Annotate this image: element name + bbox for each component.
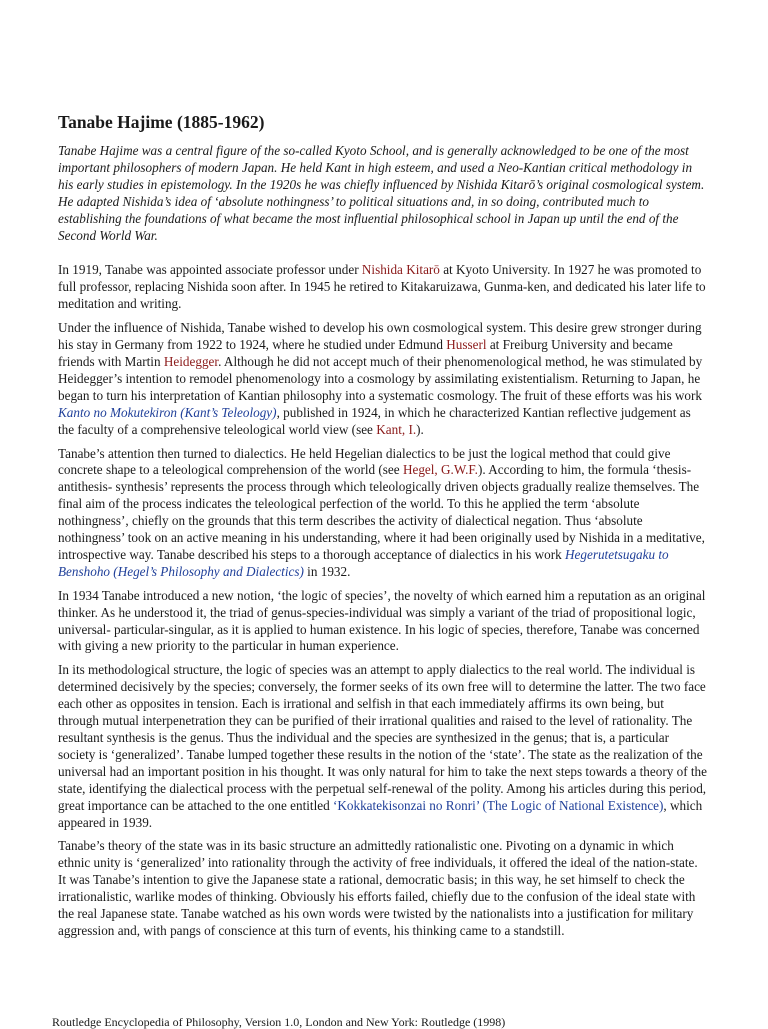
paragraph-3-text-a: Tanabe’s attention then turned to dialectics. He held Hegelian dialectics to be just the logical method that could give concrete shape to a teleological comprehension of the world (see [58,445,671,478]
paragraph-2-text-d: , published in 1924, in which he characterized Kantian reflective judgement as the faculty of a comprehensive teleological world view (see [58,404,691,437]
paragraph-6: Tanabe’s theory of the state was in its basic structure an admittedly rationalistic one. Pivoting on a dynamic in which ethnic unity is ‘generalized’ into rationality through the activity of free individuals, it offered the ideal of the nation-state. It was Tanabe’s intention to give the Japanese state a rational, democratic basis; in this way, he set himself to check the irrationalistic, warlike modes of thinking. Obviously his efforts failed, chiefly due to the confusion of the ideal state with the real Japanese state. Tanabe watched as his own words were twisted by the nationalists into a justification for military aggression and, with pangs of conscience at this turn of events, his thinking came to a standstill. [58,838,698,938]
paragraph-2-text-b: at Freiburg University and became friends with Martin [58,337,673,369]
paragraph-5 [58,662,708,831]
link-hegel[interactable]: Hegel, G.W.F. [402,462,478,478]
paragraph-3 [58,446,708,581]
link-hegerutetsugaku[interactable]: Hegerutetsugaku to Benshoho (Hegel’s Philosophy and Dialectics) [58,546,669,579]
link-kant[interactable]: Kant, I. [376,421,417,437]
link-husserl[interactable]: Husserl [446,337,487,353]
paragraph-2-text-a: Under the influence of Nishida, Tanabe wished to develop his own cosmological system. This desire grew stronger during his stay in Germany from 1922 to 1924, where he studied under Edmund [58,320,702,353]
link-kokkatekisonzai[interactable]: ‘Kokkatekisonzai no Ronri’ (The Logic of National Existence) [332,797,664,813]
paragraph-5-text-b: , which appeared in 1939. [58,797,703,830]
paragraph-1-text-b: at Kyoto University. In 1927 he was promoted to full professor, replacing Nishida soon after. In 1945 he retired to Kitakaruizawa, Gunma-ken, and dedicated his later life to meditation and writing. [58,262,706,312]
paragraph-5-text-a: In its methodological structure, the logic of species was an attempt to apply dialectics to the real world. The individual is determined decisively by the species; conversely, the former seeks of its own free will to determine the latter. The two face each other as opposites in tension. Each is irrational and selfish in that each immediately affirms its own being, but through mutual interpenetration they can be purified of their irrational qualities and raised to the level of rationality. The resultant synthesis is the genus. Thus the individual and the species are synthesized in the genus; that is, a particular society is ‘generalized’. Tanabe lumped together these results in the notion of the ‘state’. The state as the realization of the universal had an important position in his thought. It was only natural for him to take the next steps towards a theory of the state, identifying the dialectical process with the perpetual self-renewal of the polity. Among his articles during this period, great importance can be attached to the one entitled [58,662,707,813]
link-kanto-no-mokutekiron[interactable]: Kanto no Mokutekiron (Kant’s Teleology) [58,404,277,420]
article-title: Tanabe Hajime (1885-1962) [58,112,265,132]
link-nishida-kitaro[interactable]: Nishida Kitarō [361,262,440,278]
article-page [58,112,708,947]
article-abstract: Tanabe Hajime was a central figure of the so-called Kyoto School, and is generally acknowledged to be one of the most important philosophers of modern Japan. He held Kant in high esteem, and used a Neo-Kantian critical methodology in his early studies in epistemology. In the 1920s he was chiefly influenced by Nishida Kitarō’s original cosmological system. He adapted Nishida’s idea of ‘absolute nothingness’ to political situations and, in so doing, contributed much to establishing the foundations of what became the most influential philosophical school in Japan up until the end of the Second World War. [58,143,705,243]
paragraph-2-text-e: ). [416,421,424,437]
paragraph-1 [58,262,708,313]
paragraph-4: In 1934 Tanabe introduced a new notion, ‘the logic of species’, the novelty of which earned him a reputation as an original thinker. As he understood it, the triad of genus-species-individual was simply a variant of the triad of propositional logic, universal- particular-singular, as it is applied to human existence. In his logic of species, therefore, Tanabe was concerned with giving a new priority to the particular in human experience. [58,587,706,654]
paragraph-3-text-b: ). According to him, the formula ‘thesis-antithesis- synthesis’ represents the process through which teleologically driven objects gradually realize themselves. The final aim of the process indicates the teleological perfection of the world. To this he applied the term ‘absolute nothingness’, chiefly on the grounds that this term describes the activity of dialectical negation. Thus ‘absolute nothingness’ took on an active meaning in his understanding, where it had been originally used by Nishida in a meditative, introspective way. Tanabe described his steps to a thorough acceptance of dialectics in his work [58,462,705,562]
link-heidegger[interactable]: Heidegger [163,353,219,369]
paragraph-1-text-a: In 1919, Tanabe was appointed associate professor under [58,262,362,278]
paragraph-2 [58,320,708,438]
paragraph-3-text-c: in 1932. [303,563,351,579]
footer-citation: Routledge Encyclopedia of Philosophy, Version 1.0, London and New York: Routledge (1998) [52,1015,506,1029]
paragraph-2-text-c: . Although he did not accept much of their phenomenological method, he was stimulated by Heidegger’s intention to remodel phenomenology into a cosmology by assimilating existentialism. Returning to Japan, he began to turn his interpretation of Kantian philosophy into a systematic cosmology. The fruit of these efforts was his work [58,353,703,403]
